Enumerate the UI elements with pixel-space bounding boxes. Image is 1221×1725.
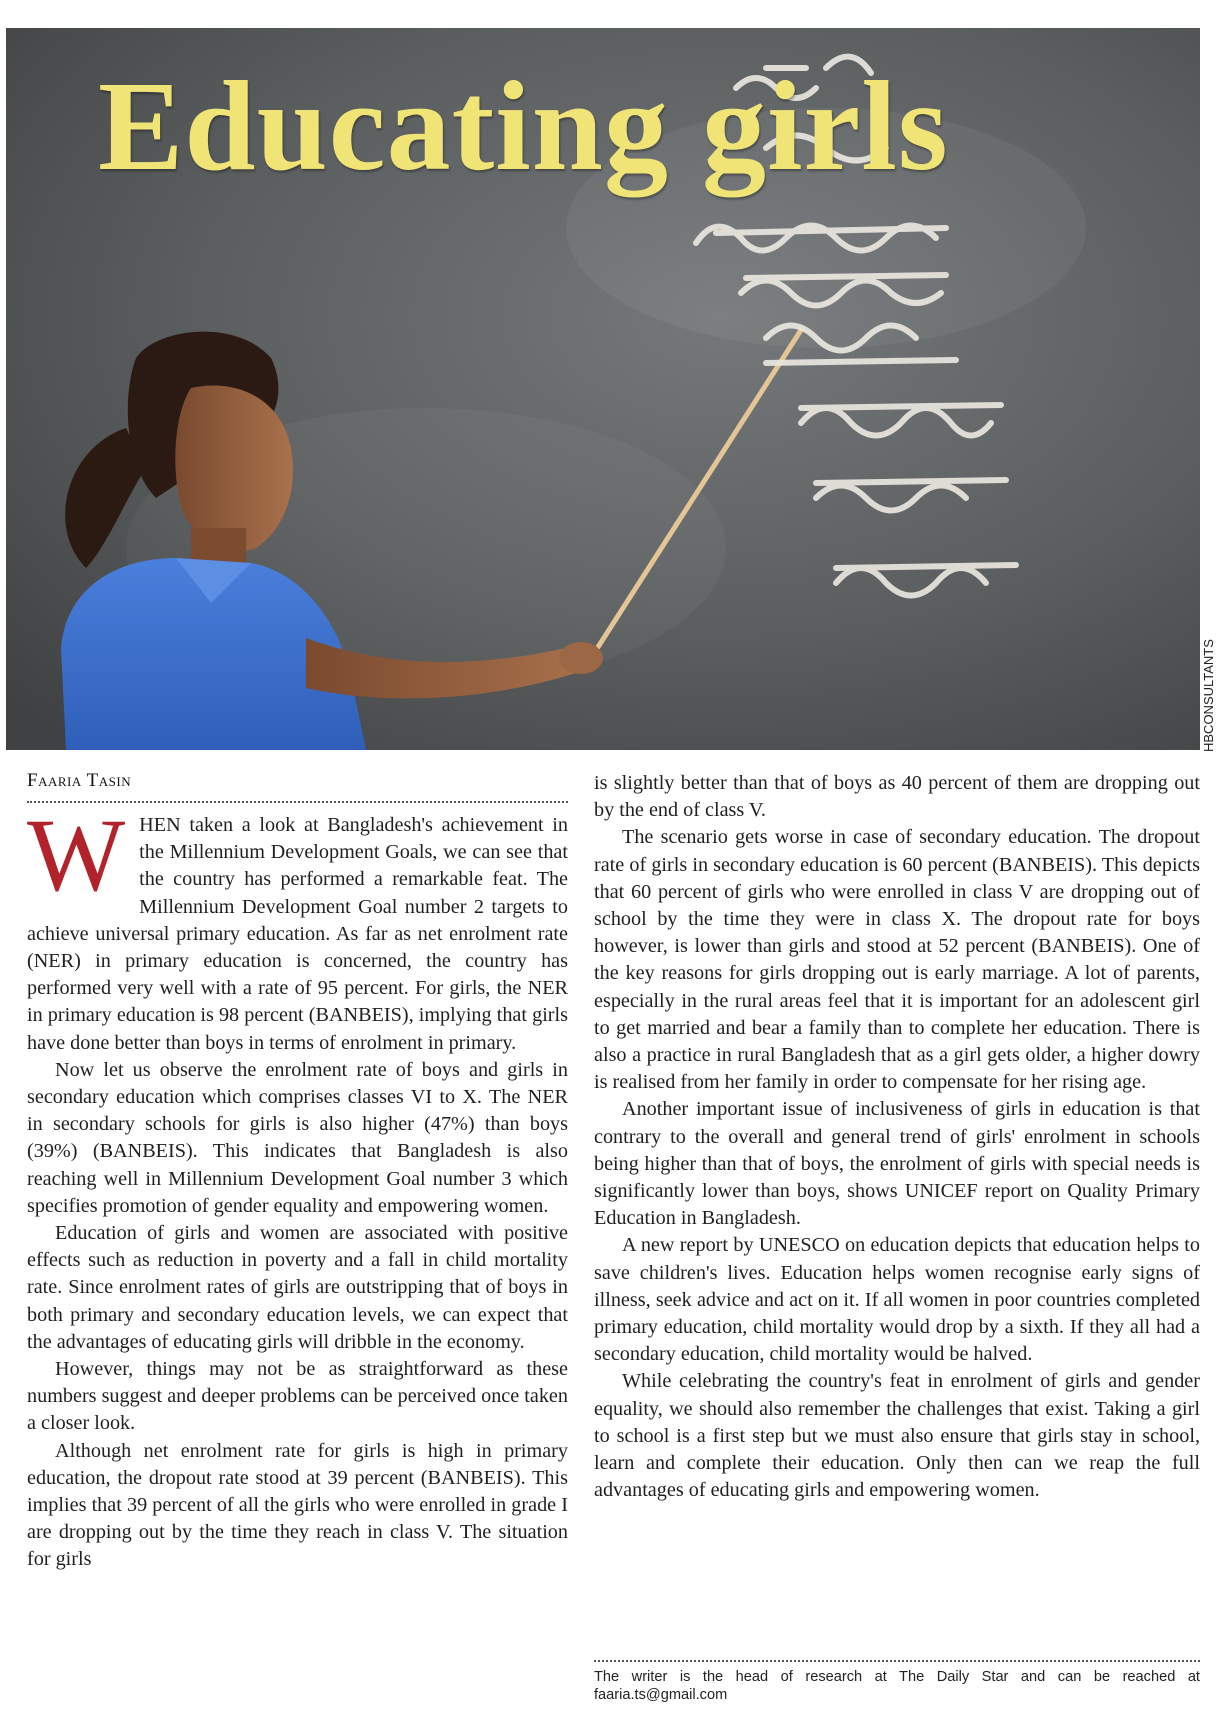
- paragraph: Education of girls and women are associated with positive effects such as reduction in poverty and a fall in child mortality rate. Since enrolment rates of girls are outstripping that of boys in both primary and secondary education levels, we can expect that the advantages of educating girls will dribble in the economy.: [27, 1222, 568, 1353]
- footnote-divider: [594, 1660, 1200, 1662]
- photo-credit: HBCONSULTANTS: [1201, 612, 1219, 752]
- article-column-right: [594, 770, 1200, 1504]
- headline: Educating girls: [98, 55, 949, 197]
- drop-cap: W: [27, 798, 126, 913]
- paragraph: A new report by UNESCO on education depicts that education helps to save children's lives. Education helps women recognise early signs of illness, seek advice and act on it. If all women in poor countries completed primary education, child mortality would drop by a sixth. If they all had a secondary education, child mortality would be halved.: [594, 1234, 1200, 1366]
- paragraph-continued: is slightly better than that of boys as 40 percent of them are dropping out by the end of class V.: [594, 772, 1200, 822]
- byline: Faaria Tasin: [27, 770, 132, 791]
- paragraph: Although net enrolment rate for girls is high in primary education, the dropout rate stood at 39 percent (BANBEIS). This implies that 39 percent of all the girls who were enrolled in grade I are dropping out by the time they reach in class V. The situation for girls: [27, 1439, 568, 1571]
- article-column-left: [27, 798, 568, 1574]
- author-footnote: The writer is the head of research at The Daily Star and can be reached at faaria.ts@gmail.com: [594, 1669, 1200, 1703]
- hero-photo: [6, 28, 1200, 750]
- paragraph: While celebrating the country's feat in enrolment of girls and gender equality, we should also remember the challenges that exist. Taking a girl to school is a first step but we must also ensure that girls stay in school, learn and complete their education. Only then can we reap the full advantages of educating girls and empowering women.: [594, 1370, 1200, 1502]
- paragraph: WHEN taken a look at Bangladesh's achievement in the Millennium Development Goals, we can see that the country has performed a remarkable feat. The Millennium Development Goal number 2 targets to achieve universal primary education. As far as net enrolment rate (NER) in primary education is concerned, the country has performed very well with a rate of 95 percent. For girls, the NER in primary education is 98 percent (BANBEIS), implying that girls have done better than boys in terms of enrolment in primary.: [27, 798, 568, 1054]
- paragraph: However, things may not be as straightforward as these numbers suggest and deeper problems can be perceived once taken a closer look.: [27, 1358, 568, 1435]
- paragraph: The scenario gets worse in case of secondary education. The dropout rate of girls in secondary education is 60 percent (BANBEIS). This depicts that 60 percent of girls who were enrolled in class V are dropping out of school by the time they were in class X. The dropout rate for boys however, is lower than girls and stood at 52 percent (BANBEIS). One of the key reasons for girls dropping out is early marriage. A lot of parents, especially in the rural areas feel that it is important for an adolescent girl to get married and bear a family than to complete her education. There is also a practice in rural Bangladesh that as a girl gets older, a higher dowry is realised from her family in order to compensate for her rising age.: [594, 826, 1200, 1094]
- paragraph: Now let us observe the enrolment rate of boys and girls in secondary education which comprises classes VI to X. The NER in secondary schools for girls is also higher (47%) than boys (39%) (BANBEIS). This indicates that Bangladesh is also reaching well in Millennium Development Goal number 3 which specifies promotion of gender equality and empowering women.: [27, 1058, 568, 1217]
- paragraph: Another important issue of inclusiveness of girls in education is that contrary to the overall and general trend of girls' enrolment in schools being higher than that of boys, the enrolment of girls with special needs is significantly lower than boys, shows UNICEF report on Quality Primary Education in Bangladesh.: [594, 1098, 1200, 1230]
